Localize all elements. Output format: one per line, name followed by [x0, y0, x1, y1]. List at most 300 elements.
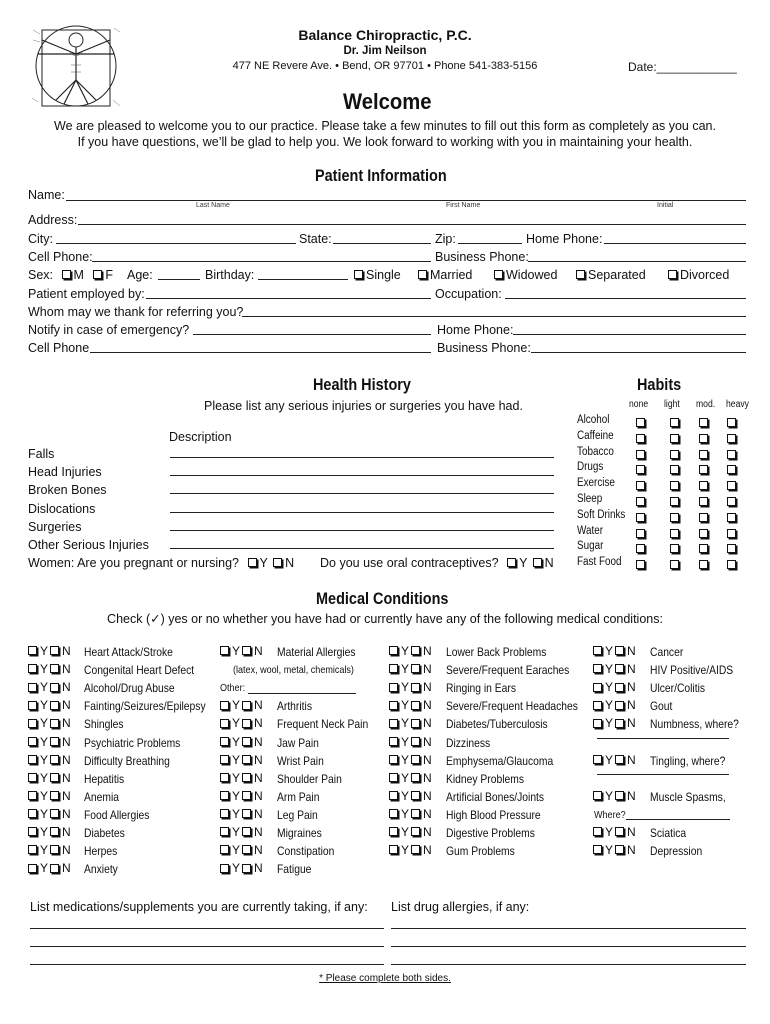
- condition-label: Emphysema/Glaucoma: [446, 753, 554, 768]
- yes-checkbox[interactable]: [28, 664, 37, 673]
- habit-checkbox-none[interactable]: [636, 450, 645, 459]
- yes-no-selector[interactable]: Y N: [389, 807, 432, 821]
- no-checkbox[interactable]: [50, 646, 59, 655]
- habit-checkbox-light[interactable]: [670, 560, 679, 569]
- no-checkbox[interactable]: [411, 809, 420, 818]
- condition-label: Dizziness: [446, 735, 491, 750]
- habit-checkbox-mod[interactable]: [699, 513, 708, 522]
- allergies-line-3[interactable]: [391, 964, 746, 965]
- tingling-where-line[interactable]: [597, 774, 729, 775]
- city-label: City:: [28, 232, 53, 246]
- no-checkbox[interactable]: [615, 664, 624, 673]
- health-item-label: Broken Bones: [28, 483, 107, 498]
- emergency-input-line[interactable]: [193, 334, 431, 335]
- yes-checkbox[interactable]: [593, 701, 602, 710]
- health-item-description-line[interactable]: [170, 512, 554, 513]
- yes-no-selector[interactable]: Y N: [28, 825, 71, 839]
- habit-checkbox-light[interactable]: [670, 465, 679, 474]
- yes-no-selector[interactable]: Y N: [389, 644, 432, 658]
- no-checkbox[interactable]: [50, 755, 59, 764]
- no-checkbox[interactable]: [411, 719, 420, 728]
- yes-no-selector[interactable]: Y N: [220, 716, 263, 730]
- employed-by-input-line[interactable]: [146, 298, 431, 299]
- yes-no-selector[interactable]: Y N: [28, 843, 71, 857]
- yes-checkbox[interactable]: [389, 683, 398, 692]
- yes-no-selector[interactable]: Y N: [28, 698, 71, 712]
- condition-label: Ulcer/Colitis: [650, 681, 706, 696]
- habit-checkbox-none[interactable]: [636, 418, 645, 427]
- medications-line-1[interactable]: [30, 928, 384, 929]
- yes-checkbox[interactable]: [593, 791, 602, 800]
- yes-checkbox[interactable]: [28, 719, 37, 728]
- habit-column-light: light: [664, 399, 680, 410]
- yes-no-selector[interactable]: Y N: [220, 861, 263, 875]
- yes-no-selector[interactable]: Y N: [28, 807, 71, 821]
- no-checkbox[interactable]: [242, 845, 251, 854]
- yes-checkbox[interactable]: [593, 664, 602, 673]
- health-item-description-line[interactable]: [170, 493, 554, 494]
- habit-checkbox-heavy[interactable]: [727, 544, 736, 553]
- habit-checkbox-heavy[interactable]: [727, 513, 736, 522]
- sex-label: Sex:: [28, 268, 54, 282]
- no-checkbox[interactable]: [50, 664, 59, 673]
- condition-label: HIV Positive/AIDS: [650, 663, 734, 678]
- habit-checkbox-heavy[interactable]: [727, 481, 736, 490]
- habit-checkbox-light[interactable]: [670, 418, 679, 427]
- no-checkbox[interactable]: [615, 719, 624, 728]
- condition-label: Constipation: [277, 844, 335, 859]
- condition-label: Numbness, where?: [650, 717, 739, 732]
- medications-label: List medications/supplements you are currently taking, if any:: [30, 900, 368, 914]
- condition-label: Difficulty Breathing: [84, 753, 170, 768]
- yes-no-selector[interactable]: Y N: [220, 807, 263, 821]
- yes-no-selector[interactable]: Y N: [389, 789, 432, 803]
- condition-label: Lower Back Problems: [446, 645, 547, 659]
- material-allergies-note: (latex, wool, metal, chemicals): [233, 664, 354, 677]
- yes-no-selector[interactable]: Y N: [220, 771, 263, 785]
- yes-checkbox[interactable]: [28, 809, 37, 818]
- yes-checkbox[interactable]: [28, 646, 37, 655]
- muscle-spasms-where-line[interactable]: [626, 819, 730, 820]
- yes-checkbox[interactable]: [220, 809, 229, 818]
- date-field[interactable]: Date:____________: [628, 60, 737, 74]
- yes-checkbox[interactable]: [389, 755, 398, 764]
- numbness-where-line[interactable]: [597, 738, 729, 739]
- habit-row-label: Tobacco: [577, 445, 614, 458]
- yes-checkbox[interactable]: [593, 719, 602, 728]
- habit-column-heavy: heavy: [726, 399, 749, 410]
- separated-checkbox[interactable]: [576, 270, 585, 279]
- age-input-line[interactable]: [158, 279, 200, 280]
- single-checkbox[interactable]: [354, 270, 363, 279]
- emergency-home-phone-input-line[interactable]: [513, 334, 746, 335]
- habit-checkbox-heavy[interactable]: [727, 497, 736, 506]
- no-checkbox[interactable]: [50, 791, 59, 800]
- yes-no-selector[interactable]: Y N: [389, 698, 432, 712]
- yes-checkbox[interactable]: [389, 845, 398, 854]
- name-input-line[interactable]: [66, 200, 746, 201]
- yes-checkbox[interactable]: [389, 737, 398, 746]
- condition-label: Tingling, where?: [650, 753, 726, 768]
- no-checkbox[interactable]: [615, 701, 624, 710]
- emergency-home-phone-label: Home Phone:: [437, 323, 514, 337]
- health-history-instruction: Please list any serious injuries or surgeries you have had.: [204, 399, 523, 413]
- habit-row-label: Alcohol: [577, 414, 610, 426]
- habit-checkbox-mod[interactable]: [699, 465, 708, 474]
- business-phone-input-line[interactable]: [528, 261, 746, 262]
- yes-no-selector[interactable]: Y N: [593, 716, 636, 730]
- complete-both-sides-note: * Please complete both sides.: [319, 973, 451, 984]
- doctor-name: Dr. Jim Neilson: [343, 45, 427, 57]
- yes-no-selector[interactable]: Y N: [220, 825, 263, 839]
- yes-no-selector[interactable]: Y N: [593, 644, 636, 658]
- no-checkbox[interactable]: [242, 773, 251, 782]
- health-item-label: Other Serious Injuries: [28, 538, 149, 552]
- yes-checkbox[interactable]: [28, 683, 37, 692]
- habit-checkbox-none[interactable]: [636, 544, 645, 553]
- city-input-line[interactable]: [56, 243, 296, 244]
- emergency-business-label: Business Phone:: [437, 341, 531, 355]
- pregnant-yes-checkbox[interactable]: [248, 558, 257, 567]
- yes-checkbox[interactable]: [220, 845, 229, 854]
- yes-checkbox[interactable]: [220, 755, 229, 764]
- yes-checkbox[interactable]: [389, 664, 398, 673]
- cell-phone-input-line[interactable]: [92, 261, 431, 262]
- yes-checkbox[interactable]: [389, 791, 398, 800]
- habit-checkbox-none[interactable]: [636, 560, 645, 569]
- yes-no-selector[interactable]: Y N: [389, 753, 432, 767]
- yes-checkbox[interactable]: [389, 701, 398, 710]
- yes-no-selector[interactable]: Y N: [220, 644, 263, 658]
- yes-checkbox[interactable]: [389, 646, 398, 655]
- no-checkbox[interactable]: [242, 755, 251, 764]
- habit-checkbox-none[interactable]: [636, 497, 645, 506]
- condition-label: Wrist Pain: [277, 753, 324, 768]
- yes-checkbox[interactable]: [220, 737, 229, 746]
- habit-checkbox-none[interactable]: [636, 513, 645, 522]
- condition-label: Muscle Spasms,: [650, 789, 726, 804]
- yes-no-selector[interactable]: Y N: [28, 771, 71, 785]
- yes-no-selector[interactable]: Y N: [28, 861, 71, 875]
- no-checkbox[interactable]: [615, 791, 624, 800]
- no-checkbox[interactable]: [50, 864, 59, 873]
- no-checkbox[interactable]: [615, 755, 624, 764]
- pregnant-no-checkbox[interactable]: [273, 558, 282, 567]
- yes-no-selector[interactable]: Y N: [593, 789, 636, 803]
- description-header: Description: [169, 430, 232, 444]
- yes-checkbox[interactable]: [389, 827, 398, 836]
- condition-label: Sciatica: [650, 826, 687, 840]
- yes-checkbox[interactable]: [593, 827, 602, 836]
- yes-checkbox[interactable]: [28, 845, 37, 854]
- yes-no-selector[interactable]: Y N: [220, 698, 263, 712]
- habit-row-label: Water: [577, 524, 604, 537]
- yes-no-selector[interactable]: Y N: [593, 843, 636, 857]
- separated-option[interactable]: Separated: [576, 268, 646, 282]
- emergency-cell-input-line[interactable]: [90, 352, 431, 353]
- habit-checkbox-heavy[interactable]: [727, 529, 736, 538]
- yes-no-selector[interactable]: Y N: [28, 644, 71, 658]
- no-checkbox[interactable]: [411, 791, 420, 800]
- habit-checkbox-light[interactable]: [670, 450, 679, 459]
- no-checkbox[interactable]: [50, 827, 59, 836]
- habit-column-mod: mod.: [696, 399, 716, 410]
- no-checkbox[interactable]: [50, 845, 59, 854]
- no-checkbox[interactable]: [411, 755, 420, 764]
- yes-checkbox[interactable]: [28, 864, 37, 873]
- no-checkbox[interactable]: [242, 646, 251, 655]
- no-checkbox[interactable]: [242, 827, 251, 836]
- condition-label: Severe/Frequent Earaches: [446, 663, 570, 678]
- patient-info-title: Patient Information: [315, 166, 447, 185]
- habit-checkbox-light[interactable]: [670, 513, 679, 522]
- occupation-input-line[interactable]: [505, 298, 746, 299]
- condition-label: Cancer: [650, 645, 684, 659]
- no-checkbox[interactable]: [411, 664, 420, 673]
- medications-line-2[interactable]: [30, 946, 384, 947]
- condition-label: Frequent Neck Pain: [277, 717, 369, 732]
- yes-checkbox[interactable]: [389, 719, 398, 728]
- zip-label: Zip:: [435, 232, 456, 246]
- yes-checkbox[interactable]: [593, 755, 602, 764]
- no-checkbox[interactable]: [242, 864, 251, 873]
- habit-row-label: Caffeine: [577, 429, 614, 442]
- medications-line-3[interactable]: [30, 964, 384, 965]
- condition-label: Arm Pain: [277, 789, 320, 804]
- sex-m-label: M: [73, 268, 84, 282]
- habit-checkbox-mod[interactable]: [699, 434, 708, 443]
- address-label: Address:: [28, 213, 78, 227]
- yes-checkbox[interactable]: [389, 773, 398, 782]
- yes-no-selector[interactable]: Y N: [220, 789, 263, 803]
- no-checkbox[interactable]: [242, 737, 251, 746]
- single-option[interactable]: Single: [354, 268, 401, 282]
- condition-label: Leg Pain: [277, 807, 318, 822]
- yes-checkbox[interactable]: [28, 701, 37, 710]
- habit-checkbox-mod[interactable]: [699, 418, 708, 427]
- no-checkbox[interactable]: [615, 827, 624, 836]
- yes-no-selector[interactable]: Y N: [593, 680, 636, 694]
- condition-label: Gout: [650, 699, 673, 714]
- condition-label: Ringing in Ears: [446, 681, 516, 696]
- state-input-line[interactable]: [333, 243, 431, 244]
- yes-checkbox[interactable]: [593, 845, 602, 854]
- sex-f-checkbox[interactable]: [93, 270, 102, 279]
- home-phone-label: Home Phone:: [526, 232, 603, 246]
- widowed-option[interactable]: Widowed: [494, 268, 557, 282]
- emergency-business-input-line[interactable]: [531, 352, 746, 353]
- yes-no-selector[interactable]: Y N: [593, 753, 636, 767]
- habit-checkbox-none[interactable]: [636, 434, 645, 443]
- habit-checkbox-light[interactable]: [670, 434, 679, 443]
- habit-checkbox-heavy[interactable]: [727, 418, 736, 427]
- habit-checkbox-heavy[interactable]: [727, 450, 736, 459]
- other-allergies-line[interactable]: [248, 693, 356, 694]
- no-checkbox[interactable]: [615, 845, 624, 854]
- condition-label: High Blood Pressure: [446, 807, 541, 822]
- yes-checkbox[interactable]: [28, 827, 37, 836]
- health-item-description-line[interactable]: [170, 475, 554, 476]
- yes-checkbox[interactable]: [593, 683, 602, 692]
- sex-row: [28, 268, 113, 282]
- medical-conditions-title: Medical Conditions: [316, 589, 449, 608]
- yes-checkbox[interactable]: [389, 809, 398, 818]
- married-checkbox[interactable]: [418, 270, 427, 279]
- habit-checkbox-mod[interactable]: [699, 481, 708, 490]
- allergies-line-1[interactable]: [391, 928, 746, 929]
- habit-checkbox-mod[interactable]: [699, 544, 708, 553]
- habit-column-none: none: [629, 399, 649, 410]
- habit-row-label: Fast Food: [577, 556, 622, 569]
- yes-checkbox[interactable]: [220, 864, 229, 873]
- no-checkbox[interactable]: [50, 701, 59, 710]
- no-checkbox[interactable]: [242, 701, 251, 710]
- habit-checkbox-none[interactable]: [636, 481, 645, 490]
- habit-checkbox-heavy[interactable]: [727, 434, 736, 443]
- home-phone-input-line[interactable]: [604, 243, 746, 244]
- yes-checkbox[interactable]: [28, 737, 37, 746]
- birthday-label: Birthday:: [205, 268, 255, 282]
- condition-label: Anemia: [84, 789, 119, 804]
- yes-checkbox[interactable]: [220, 827, 229, 836]
- zip-input-line[interactable]: [458, 243, 522, 244]
- health-item-description-line[interactable]: [170, 457, 554, 458]
- divorced-option[interactable]: Divorced: [668, 268, 729, 282]
- condition-label: Material Allergies: [277, 645, 356, 659]
- health-item-label: Head Injuries: [28, 465, 102, 480]
- no-checkbox[interactable]: [411, 737, 420, 746]
- habit-checkbox-none[interactable]: [636, 529, 645, 538]
- yes-checkbox[interactable]: [28, 791, 37, 800]
- condition-label: Severe/Frequent Headaches: [446, 699, 578, 714]
- yes-no-selector[interactable]: Y N: [28, 735, 71, 749]
- health-item-description-line[interactable]: [170, 548, 554, 549]
- yes-no-selector[interactable]: Y N: [28, 680, 71, 694]
- yes-checkbox[interactable]: [220, 791, 229, 800]
- health-item-description-line[interactable]: [170, 530, 554, 531]
- yes-no-selector[interactable]: Y N: [389, 716, 432, 730]
- yes-no-selector[interactable]: Y N: [593, 698, 636, 712]
- habit-checkbox-mod[interactable]: [699, 450, 708, 459]
- habit-checkbox-heavy[interactable]: [727, 465, 736, 474]
- yes-no-selector[interactable]: Y N: [389, 735, 432, 749]
- no-checkbox[interactable]: [615, 683, 624, 692]
- condition-label: Migraines: [277, 826, 322, 840]
- yes-no-selector[interactable]: Y N: [593, 662, 636, 676]
- condition-label: Shoulder Pain: [277, 771, 342, 786]
- habit-checkbox-mod[interactable]: [699, 560, 708, 569]
- occupation-label: Occupation:: [435, 287, 502, 301]
- condition-label: Diabetes: [84, 826, 125, 840]
- no-checkbox[interactable]: [411, 701, 420, 710]
- contraceptives-yes-checkbox[interactable]: [507, 558, 516, 567]
- drug-allergies-label: List drug allergies, if any:: [391, 900, 530, 914]
- habits-title: Habits: [637, 375, 682, 394]
- widowed-checkbox[interactable]: [494, 270, 503, 279]
- contraceptives-no-checkbox[interactable]: [533, 558, 542, 567]
- yes-checkbox[interactable]: [593, 646, 602, 655]
- habit-checkbox-light[interactable]: [670, 497, 679, 506]
- no-checkbox[interactable]: [50, 719, 59, 728]
- yes-checkbox[interactable]: [220, 701, 229, 710]
- sex-m-checkbox[interactable]: [62, 270, 71, 279]
- habit-checkbox-light[interactable]: [670, 529, 679, 538]
- condition-label: Kidney Problems: [446, 771, 525, 786]
- allergies-line-2[interactable]: [391, 946, 746, 947]
- last-name-caption: Last Name: [196, 202, 230, 209]
- yes-no-selector[interactable]: Y N: [28, 716, 71, 730]
- condition-label: Hepatitis: [84, 771, 125, 786]
- yes-no-selector[interactable]: Y N: [389, 662, 432, 676]
- habit-row-label: Drugs: [577, 461, 604, 474]
- birthday-input-line[interactable]: [258, 279, 348, 280]
- no-checkbox[interactable]: [411, 827, 420, 836]
- habit-checkbox-mod[interactable]: [699, 497, 708, 506]
- yes-no-selector[interactable]: Y N: [593, 825, 636, 839]
- no-checkbox[interactable]: [411, 845, 420, 854]
- contraceptives-question: Do you use oral contraceptives? Y N: [320, 556, 554, 570]
- health-item-label: Surgeries: [28, 519, 82, 534]
- yes-no-selector[interactable]: Y N: [389, 771, 432, 785]
- married-option[interactable]: Married: [418, 268, 472, 282]
- habit-checkbox-heavy[interactable]: [727, 560, 736, 569]
- no-checkbox[interactable]: [50, 773, 59, 782]
- yes-no-selector[interactable]: Y N: [220, 753, 263, 767]
- pregnant-question: Women: Are you pregnant or nursing? Y N: [28, 556, 295, 570]
- referral-label: Whom may we thank for referring you?: [28, 305, 244, 319]
- yes-no-selector[interactable]: Y N: [220, 843, 263, 857]
- yes-no-selector[interactable]: Y N: [28, 753, 71, 767]
- health-history-title: Health History: [313, 375, 411, 394]
- condition-label: Artificial Bones/Joints: [446, 789, 545, 804]
- yes-checkbox[interactable]: [28, 773, 37, 782]
- yes-no-selector[interactable]: Y N: [28, 789, 71, 803]
- welcome-line-1: We are pleased to welcome you to our practice. Please take a few minutes to fill out this form as completely as you can.: [54, 119, 716, 133]
- yes-no-selector[interactable]: Y N: [389, 825, 432, 839]
- no-checkbox[interactable]: [411, 646, 420, 655]
- habit-checkbox-none[interactable]: [636, 465, 645, 474]
- no-checkbox[interactable]: [411, 683, 420, 692]
- yes-no-selector[interactable]: Y N: [28, 662, 71, 676]
- yes-no-selector[interactable]: Y N: [389, 680, 432, 694]
- health-item-label: Falls: [28, 447, 55, 461]
- no-checkbox[interactable]: [615, 646, 624, 655]
- yes-checkbox[interactable]: [220, 773, 229, 782]
- yes-no-selector[interactable]: Y N: [220, 735, 263, 749]
- divorced-checkbox[interactable]: [668, 270, 677, 279]
- yes-checkbox[interactable]: [28, 755, 37, 764]
- no-checkbox[interactable]: [411, 773, 420, 782]
- habit-checkbox-light[interactable]: [670, 481, 679, 490]
- habit-row-label: Sleep: [577, 493, 603, 505]
- yes-checkbox[interactable]: [220, 719, 229, 728]
- habit-checkbox-mod[interactable]: [699, 529, 708, 538]
- no-checkbox[interactable]: [50, 683, 59, 692]
- habit-checkbox-light[interactable]: [670, 544, 679, 553]
- no-checkbox[interactable]: [242, 719, 251, 728]
- referral-input-line[interactable]: [242, 316, 746, 317]
- habit-row-label: Sugar: [577, 540, 604, 553]
- no-checkbox[interactable]: [242, 809, 251, 818]
- muscle-spasms-where-label: Where?: [594, 808, 626, 821]
- condition-label: Heart Attack/Stroke: [84, 645, 173, 659]
- no-checkbox[interactable]: [242, 791, 251, 800]
- no-checkbox[interactable]: [50, 809, 59, 818]
- yes-no-selector[interactable]: Y N: [389, 843, 432, 857]
- yes-checkbox[interactable]: [220, 646, 229, 655]
- address-input-line[interactable]: [78, 224, 746, 225]
- no-checkbox[interactable]: [50, 737, 59, 746]
